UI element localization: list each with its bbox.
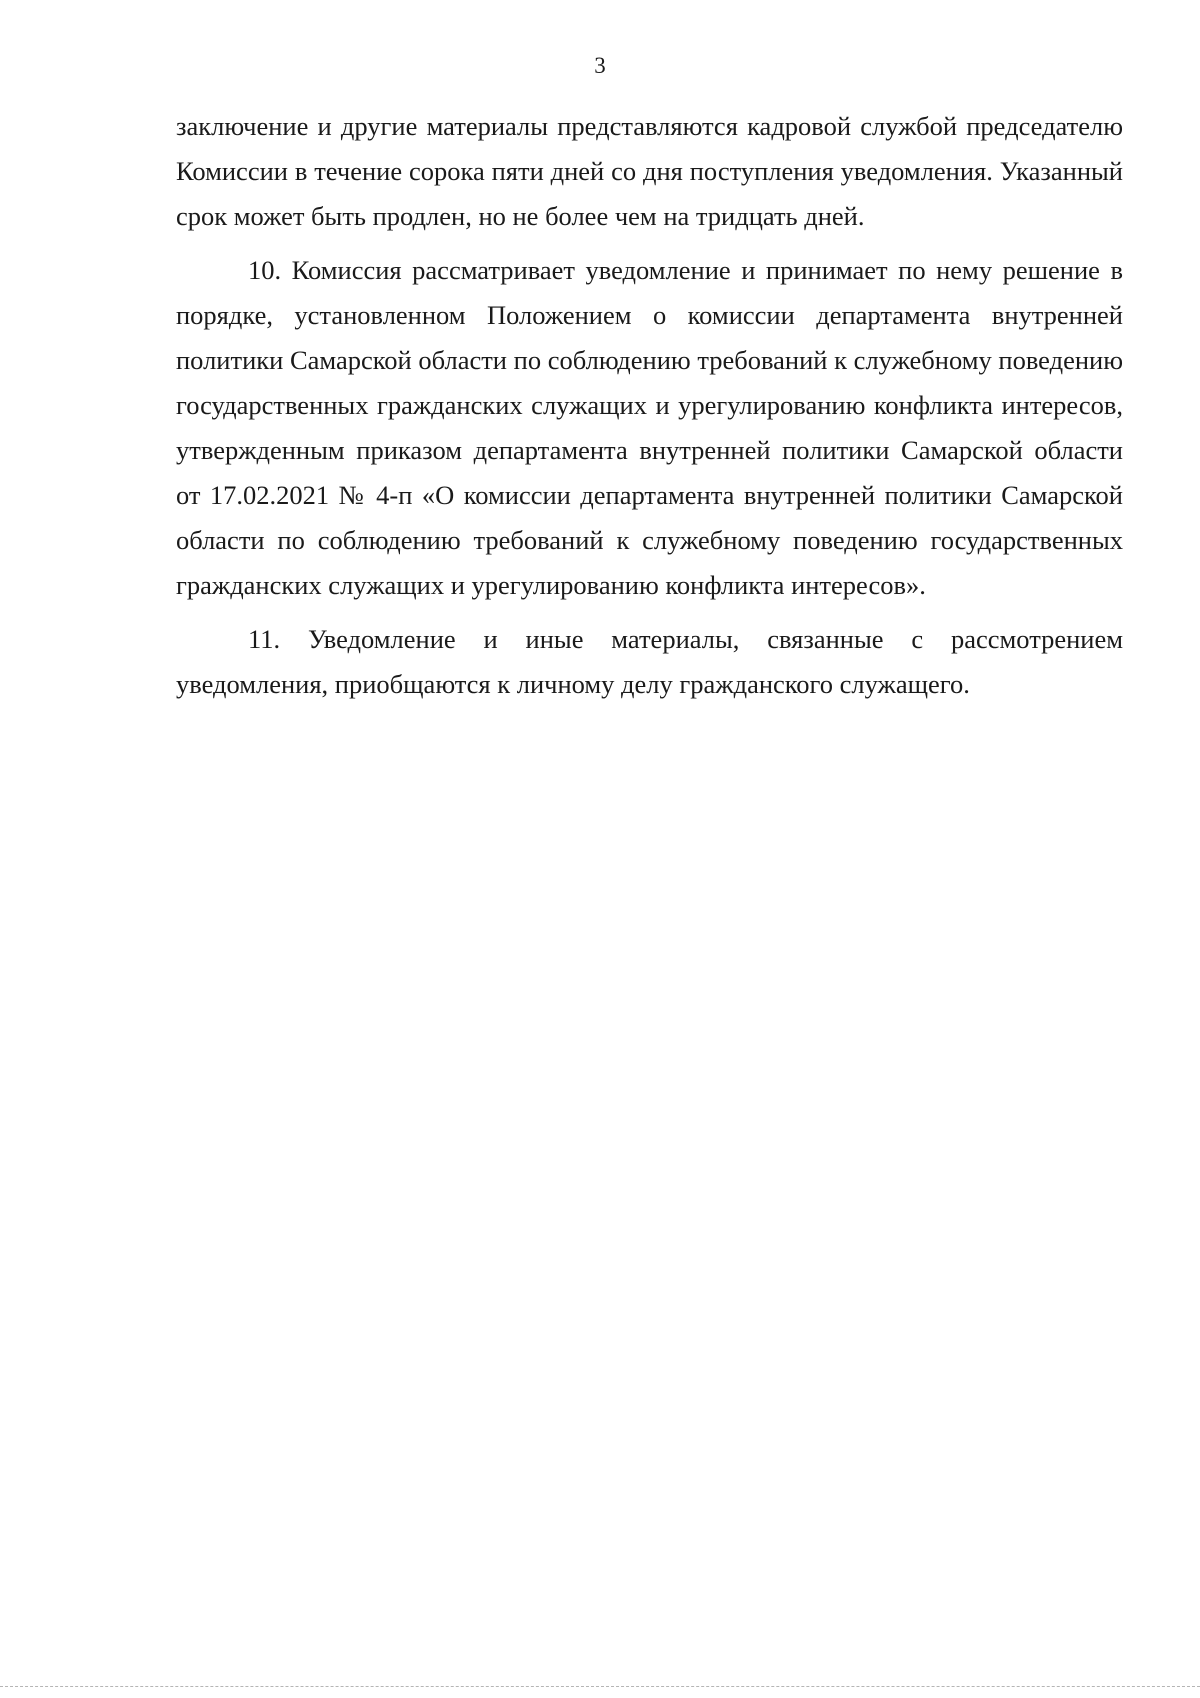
scan-edge-divider <box>0 1686 1200 1687</box>
paragraph-10: 10. Комиссия рассматривает уведомление и принимает по нему решение в порядке, установленном Положением о комиссии департамента внутренней политики Самарской области по соблюдению требований к служебному поведению государственных гражданских служащих и урегулированию конфликта интересов, утвержденным приказом департамента внутренней политики Самарской области от 17.02.2021 № 4-п «О комиссии департамента внутренней политики Самарской области по соблюдению требований к служебному поведению государственных гражданских служащих и урегулированию конфликта интересов». <box>176 255 1123 600</box>
page-number: 3 <box>594 53 606 78</box>
document-body <box>176 104 1123 716</box>
paragraph-continuation: заключение и другие материалы представляются кадровой службой председателю Комиссии в течение сорока пяти дней со дня поступления уведомления. Указанный срок может быть продлен, но не более чем на тридцать дней. <box>176 111 1123 231</box>
paragraph-11: 11. Уведомление и иные материалы, связанные с рассмотрением уведомления, приобщаются к личному делу гражданского служащего. <box>176 624 1123 699</box>
